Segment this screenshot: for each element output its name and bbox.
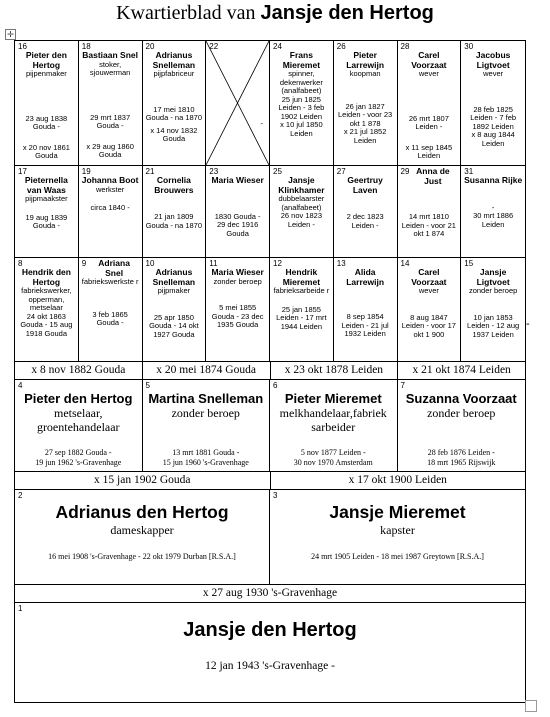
ancestor-birth: 1830 Gouda -: [214, 211, 261, 221]
ancestor-place: Leiden - 21 jul 1932 Leiden: [341, 320, 389, 338]
title-name: Jansje den Hertog: [260, 2, 434, 24]
ancestor-place: Gouda -: [32, 122, 60, 131]
ancestor-name: Anna de Just: [416, 166, 450, 186]
ancestor-birth: 8 sep 1854: [346, 312, 384, 321]
ancestor-cell-30[interactable]: [461, 41, 525, 165]
ancestor-dates: [270, 448, 397, 468]
gen4-marriages-row: [15, 362, 525, 380]
ancestor-death: 15 jun 1960 's-Gravenhage: [162, 458, 249, 467]
ancestor-name: Pieter den Hertog: [25, 50, 67, 70]
ancestor-name: Maria Wieser: [211, 175, 264, 185]
ancestor-dates: [143, 448, 270, 468]
ancestor-number: 17: [18, 167, 27, 176]
ancestor-cell-15[interactable]: [461, 258, 525, 361]
ancestor-place: Gouda - 15 aug 1918 Gouda: [20, 320, 73, 338]
ancestor-cell-20[interactable]: [143, 41, 207, 165]
ancestor-name: Frans Mieremet: [282, 50, 321, 70]
ancestor-place: Gouda -: [96, 121, 124, 130]
ancestor-birth: 25 jan 1855: [281, 304, 321, 314]
marriage-date: x 29 aug 1860: [86, 141, 134, 151]
ancestor-number: 13: [336, 259, 346, 268]
ancestor-name: Johanna Boot: [81, 175, 139, 185]
marriage-place: Leiden: [290, 128, 313, 138]
ancestor-place: Gouda -: [96, 318, 124, 327]
ancestor-birth: 17 mei 1810: [153, 104, 195, 114]
ancestor-name: Martina Snelleman: [148, 391, 264, 406]
ancestor-occupation: wever: [483, 69, 504, 78]
ancestor-name: Maria Wieser: [211, 267, 264, 277]
marriage-date: x 11 sep 1845: [405, 142, 453, 152]
ancestor-number: 22: [209, 42, 219, 51]
ancestor-number: 29: [400, 167, 410, 176]
marriage-date: x 14 nov 1832: [150, 125, 198, 135]
ancestor-birth: 26 nov 1823: [280, 211, 323, 220]
marriage-2-3: x 27 aug 1930 's-Gravenhage: [202, 587, 338, 599]
margin-dash: -: [526, 318, 530, 330]
ancestor-occupation: pijpfabriceur: [153, 69, 195, 78]
ancestor-name: Susanna Rijke: [464, 175, 523, 185]
gen5-fathers-row: [15, 41, 525, 166]
ancestor-number: 6: [273, 381, 278, 390]
ancestor-dates: 24 mrt 1905 Leiden - 18 mei 1987 Greytown [R.S.A.]: [311, 552, 484, 561]
ancestor-cell-4[interactable]: [15, 380, 143, 471]
ancestor-place: Leiden -: [287, 219, 315, 229]
ancestor-cell-2[interactable]: [15, 490, 270, 584]
ancestor-number: 23: [209, 167, 219, 176]
ancestor-cell-29[interactable]: [398, 166, 462, 257]
ancestor-number: 1: [18, 604, 23, 613]
ancestor-occupation: wever: [418, 69, 439, 78]
ancestor-name: Jansje Mieremet: [329, 502, 466, 522]
marriage-place: Gouda: [98, 150, 122, 159]
ancestor-name: Pieter den Hertog: [24, 391, 133, 406]
ancestor-cell-14[interactable]: [398, 258, 462, 361]
ancestor-cell-13[interactable]: [334, 258, 398, 361]
gen3-marriages-row: [15, 472, 525, 490]
marriage-8-9: x 8 nov 1882 Gouda: [15, 362, 143, 379]
ancestor-cell-6[interactable]: [270, 380, 398, 471]
ancestor-cell-21[interactable]: [143, 166, 207, 257]
ancestor-cell-10[interactable]: [143, 258, 207, 361]
marriage-date: x 20 nov 1861: [22, 142, 70, 152]
ancestor-number: 30: [464, 42, 474, 51]
ancestor-name: Geertruy Laven: [347, 175, 383, 195]
ancestor-number: 7: [400, 381, 405, 390]
ancestor-occupation: wever: [418, 286, 439, 295]
marriage-12-13: x 23 okt 1878 Leiden: [271, 362, 399, 379]
ancestor-cell-7[interactable]: [398, 380, 526, 471]
page-title: [0, 2, 550, 25]
ancestor-birth: 28 feb 1825: [473, 104, 513, 114]
ancestor-cell-11[interactable]: [206, 258, 270, 361]
ancestor-birth: 21 jan 1809: [154, 212, 194, 221]
ancestor-name: Pieternella van Waas: [24, 175, 68, 195]
ancestor-place: Gouda - 14 okt 1927 Gouda: [149, 321, 199, 339]
ancestor-number: 11: [209, 259, 218, 268]
ancestor-place: Leiden - 12 aug 1937 Leiden: [467, 321, 520, 339]
ancestor-number: 5: [145, 381, 150, 390]
ancestor-number: 31: [464, 167, 474, 176]
ancestor-cell-27[interactable]: [334, 166, 398, 257]
ancestor-place: Gouda -: [32, 221, 60, 230]
marriage-date: x 10 jul 1850: [280, 120, 323, 129]
ancestor-cell-25[interactable]: [270, 166, 334, 257]
ancestor-occupation: zonder beroep: [213, 276, 262, 286]
ancestor-number: 15: [464, 259, 474, 268]
ancestor-birth: 10 jan 1853: [473, 312, 513, 322]
ancestor-name: Adrianus Snelleman: [152, 267, 196, 287]
ancestor-occupation: fabriekswerker, opperman, metselaar: [21, 286, 72, 312]
ancestor-name: Alida Larrewijn: [346, 267, 385, 287]
ancestor-cell-17[interactable]: [15, 166, 79, 257]
ancestor-cell-5[interactable]: [143, 380, 271, 471]
ancestor-name: Jansje Ligtvoet: [476, 267, 510, 287]
ancestor-birth: -: [260, 119, 263, 128]
gen4-row: [15, 258, 525, 362]
marriage-place: Leiden: [417, 151, 441, 160]
ancestor-cell-24[interactable]: [270, 41, 334, 165]
ancestor-occupation: metselaar, groentehandelaar: [36, 406, 120, 434]
ancestor-cell-9[interactable]: [79, 258, 143, 361]
gen1-row: [15, 603, 525, 703]
ancestor-dates: 12 jan 1943 's-Gravenhage -: [205, 660, 335, 672]
ancestor-number: 8: [18, 259, 23, 268]
ancestor-number: 10: [145, 259, 155, 268]
ancestor-birth: 2 dec 1823: [346, 212, 384, 221]
ancestor-number: 20: [145, 42, 155, 51]
ancestor-birth: 23 aug 1838: [25, 113, 68, 123]
ancestor-number: 14: [400, 259, 410, 268]
ancestor-occupation: pijpenmaker: [25, 69, 67, 78]
ancestor-place: Leiden - voor 21 okt 1 874: [401, 220, 456, 238]
ancestor-cell-16[interactable]: [15, 41, 79, 165]
ancestor-place: Leiden -: [351, 220, 379, 230]
ancestor-occupation: fabrieksarbeide r: [273, 286, 330, 295]
ancestor-occupation: zonder beroep: [468, 286, 518, 295]
ancestor-cell-19[interactable]: [79, 166, 143, 257]
ancestor-birth: 8 aug 1847: [410, 312, 448, 322]
ancestor-birth: 3 feb 1865: [92, 309, 128, 319]
ancestor-death: 19 jun 1962 's-Gravenhage: [35, 458, 122, 467]
ancestor-place: 29 dec 1916 Gouda: [216, 220, 259, 238]
ancestor-birth: 24 okt 1863: [26, 311, 66, 321]
ancestor-place: Gouda - 23 dec 1935 Gouda: [211, 311, 264, 329]
gen2-marriage-row: [15, 585, 525, 603]
ancestor-name: Suzanna Voorzaat: [405, 391, 517, 406]
title-prefix: Kwartierblad van: [116, 2, 256, 24]
ancestor-occupation: melkhandelaar,fabriek sarbeider: [279, 406, 387, 434]
ancestor-name: Cornelia Brouwers: [154, 175, 194, 195]
ancestor-cell-28[interactable]: [398, 41, 462, 165]
ancestor-dates: [15, 448, 142, 468]
ancestor-occupation: pijpmaker: [157, 286, 191, 295]
ancestor-birth: 5 nov 1877 Leiden -: [300, 448, 366, 457]
ancestor-cell-3[interactable]: [270, 490, 525, 584]
marriage-place: Leiden: [481, 138, 505, 148]
ancestor-name: Jacobus Ligtvoet: [475, 50, 511, 70]
ancestor-number: 28: [400, 42, 410, 51]
ancestor-cell-12[interactable]: [270, 258, 334, 361]
ancestor-occupation: stoker, sjouwerman: [89, 59, 131, 77]
ancestor-death: 30 nov 1970 Amsterdam: [293, 458, 373, 467]
ancestor-dates: [398, 448, 526, 468]
ancestor-birth: -: [491, 202, 495, 212]
ancestor-number: 9: [81, 259, 87, 268]
ancestor-birth: 25 jun 1825: [281, 94, 321, 104]
ancestor-number: 16: [18, 42, 27, 51]
ancestor-number: 3: [273, 491, 278, 500]
ancestor-occupation: dameskapper: [110, 523, 174, 537]
ancestor-place: Leiden - voor 17 okt 1 900: [401, 321, 456, 339]
ancestor-table: [14, 40, 526, 703]
marriage-place: Gouda: [35, 151, 58, 160]
ancestor-occupation: spinner, dekenwerker (analfabeet): [279, 69, 323, 95]
ancestor-place: Leiden - voor 23 okt 1 878: [338, 110, 393, 128]
ancestor-birth: 28 feb 1876 Leiden -: [427, 448, 495, 457]
ancestor-occupation: zonder beroep: [171, 406, 240, 420]
gen2-row: [15, 490, 525, 585]
ancestor-number: 26: [336, 42, 346, 51]
ancestor-name: Adrianus den Hertog: [55, 502, 229, 522]
ancestor-cell-26[interactable]: [334, 41, 398, 165]
ancestor-name: Pieter Mieremet: [284, 391, 382, 406]
ancestor-death: 18 mrt 1965 Rijswijk: [427, 458, 496, 467]
ancestor-place: 30 mrt 1886 Leiden: [473, 211, 514, 229]
ancestor-name: Pieter Larrewijn: [346, 50, 385, 70]
ancestor-birth: 26 jan 1827: [345, 101, 385, 111]
ancestor-cell-23[interactable]: [206, 166, 270, 257]
ancestor-cell-8[interactable]: [15, 258, 79, 361]
marriage-place: Gouda: [162, 134, 186, 143]
marriage-10-11: x 20 mei 1874 Gouda: [143, 362, 271, 379]
ancestor-birth: 13 mrt 1881 Gouda -: [172, 448, 240, 457]
gen5-mothers-row: [15, 166, 525, 258]
ancestor-dates: 16 mei 1908 's-Gravenhage - 22 okt 1979 Durban [R.S.A.]: [48, 552, 236, 561]
table-resize-handle-icon[interactable]: [525, 700, 537, 712]
ancestor-number: 27: [336, 167, 346, 176]
ancestor-number: 21: [145, 167, 155, 176]
ancestor-number: 12: [273, 259, 282, 268]
ancestor-cell-22[interactable]: [206, 41, 270, 165]
ancestor-occupation: pijpmaakster: [25, 194, 68, 203]
ancestor-number: 19: [81, 167, 91, 176]
ancestor-name: Adrianus Snelleman: [152, 50, 196, 70]
ancestor-place: Leiden - 17 mrt 1944 Leiden: [276, 313, 327, 331]
ancestor-occupation: dubbelaarster (analfabeet): [278, 194, 325, 212]
marriage-6-7: x 17 okt 1900 Leiden: [348, 474, 447, 486]
ancestor-birth: 25 apr 1850: [153, 312, 194, 322]
ancestor-cell-31[interactable]: [461, 166, 525, 257]
ancestor-birth: 26 mrt 1807: [408, 113, 449, 123]
marriage-date: x 8 aug 1844: [471, 130, 515, 139]
ancestor-occupation: koopman: [349, 69, 381, 78]
ancestor-birth: 29 mrt 1837: [90, 112, 131, 122]
ancestor-occupation: fabriekswerkste r: [81, 277, 139, 286]
ancestor-name: Jansje den Hertog: [183, 619, 357, 641]
ancestor-birth: 27 sep 1882 Gouda -: [44, 448, 112, 457]
ancestor-place: Leiden - 3 feb 1902 Leiden: [278, 103, 325, 121]
table-move-handle-icon[interactable]: ✛: [5, 29, 16, 40]
ancestor-number: 2: [18, 491, 23, 500]
ancestor-name: Adriana Snel: [98, 258, 130, 278]
ancestor-cell-1[interactable]: [15, 603, 525, 702]
ancestor-name: Carel Voorzaat: [411, 50, 447, 70]
ancestor-name: Hendrik den Hertog: [21, 267, 71, 287]
ancestor-cell-18[interactable]: [79, 41, 143, 165]
ancestor-occupation: zonder beroep: [427, 406, 496, 420]
marriage-place: Leiden: [353, 135, 377, 145]
ancestor-occupation: kapster: [380, 523, 415, 537]
ancestor-birth: circa 1840 -: [90, 203, 130, 212]
ancestor-place: Leiden - 7 feb 1892 Leiden: [470, 113, 517, 131]
ancestor-place: Gouda - na 1870: [145, 113, 203, 122]
marriage-14-15: x 21 okt 1874 Leiden: [412, 364, 511, 376]
ancestor-number: 4: [18, 381, 23, 390]
ancestor-number: 24: [273, 42, 282, 51]
ancestor-name: Bastiaan Snel: [82, 50, 138, 60]
ancestor-name: Jansje Klinkhamer: [278, 175, 325, 195]
ancestor-occupation: werkster: [95, 184, 125, 194]
ancestor-place: Gouda - na 1870: [145, 220, 203, 230]
unknown-cross-icon: [206, 41, 270, 165]
ancestor-name: Carel Voorzaat: [411, 267, 447, 287]
ancestor-birth: 19 aug 1839: [25, 212, 68, 222]
marriage-date: x 21 jul 1852: [343, 127, 387, 136]
ancestor-place: Leiden -: [415, 122, 443, 131]
ancestor-birth: 5 mei 1855: [219, 303, 257, 312]
ancestor-number: 25: [273, 167, 282, 176]
marriage-4-5: x 15 jan 1902 Gouda: [15, 472, 271, 489]
ancestor-number: 18: [81, 42, 91, 51]
gen3-row: [15, 380, 525, 472]
ancestor-birth: 14 mrt 1810: [408, 212, 449, 221]
ancestor-name: Hendrik Mieremet: [282, 267, 321, 287]
